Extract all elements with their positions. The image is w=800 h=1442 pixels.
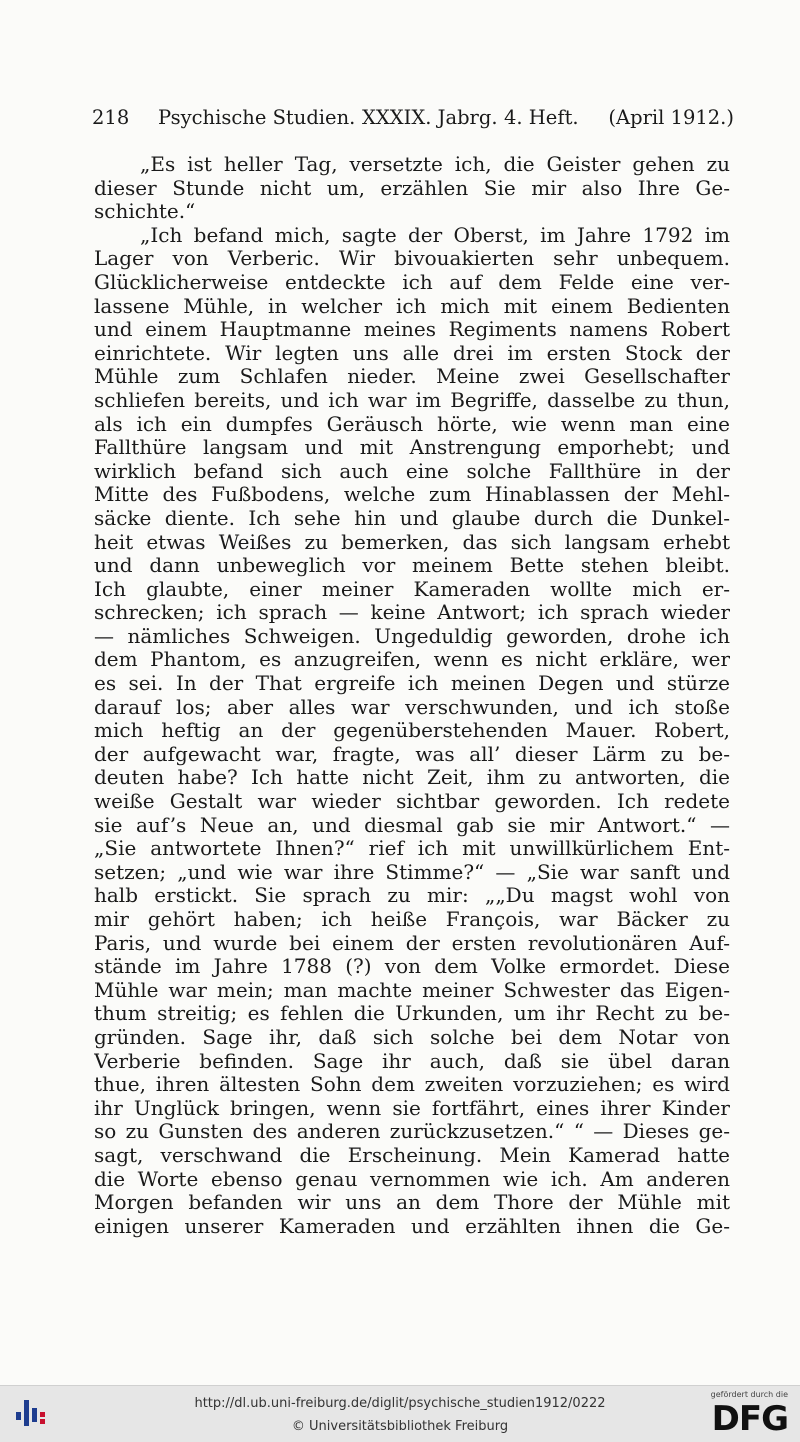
text-line: weiße Gestalt war wieder sichtbar geworden. Ich redete [94, 790, 730, 814]
text-line: Paris, und wurde bei einem der ersten revolutionären Auf- [94, 931, 730, 955]
text-line: Verberie befinden. Sage ihr auch, daß sie übel daran [94, 1049, 730, 1073]
text-line: säcke diente. Ich sehe hin und glaube durch die Dunkel- [94, 506, 730, 530]
page-number: 218 [92, 106, 130, 129]
text-line: die Worte ebenso genau vernommen wie ich. Am anderen [94, 1167, 730, 1191]
dfg-logo[interactable]: DFG [711, 1399, 788, 1439]
text-line: Mitte des Fußbodens, welche zum Hinablassen der Mehl- [94, 483, 730, 507]
text-line: thum streitig; es fehlen die Urkunden, um ihr Recht zu be- [94, 1002, 730, 1026]
text-line: sie auf’s Neue an, und diesmal gab sie mir Antwort.“ — [94, 813, 730, 837]
text-line: es sei. In der That ergreife ich meinen Degen und stürze [94, 672, 730, 696]
text-line: ihr Unglück bringen, wenn sie fortfährt, eines ihrer Kinder [94, 1096, 730, 1120]
text-line: setzen; „und wie war ihre Stimme?“ — „Sie war sanft und [94, 860, 730, 884]
dfg-tagline: gefördert durch die [710, 1390, 788, 1399]
issue-label: 4. Heft. [504, 106, 579, 129]
text-line: Morgen befanden wir uns an dem Thore der Mühle mit [94, 1191, 730, 1215]
text-line: dem Phantom, es anzugreifen, wenn es nicht erkläre, wer [94, 648, 730, 672]
text-line: thue, ihren ältesten Sohn dem zweiten vorzuziehen; es wird [94, 1073, 730, 1097]
text-line: gründen. Sage ihr, daß sich solche bei dem Notar von [94, 1025, 730, 1049]
text-line: „Ich befand mich, sagte der Oberst, im Jahre 1792 im [140, 223, 730, 247]
text-line: und einem Hauptmanne meines Regiments namens Robert [94, 318, 730, 342]
text-line: Mühle war mein; man machte meiner Schwester das Eigen- [94, 978, 730, 1002]
text-line: Lager von Verberic. Wir bivouakierten sehr unbequem. [94, 247, 730, 271]
text-line: Fallthüre langsam und mit Anstrengung emporhebt; und [94, 436, 730, 460]
viewer-footer [0, 1385, 800, 1442]
text-line: Mühle zum Schlafen nieder. Meine zwei Gesellschafter [94, 365, 730, 389]
text-line: so zu Gunsten des anderen zurückzusetzen.“ “ — Dieses ge- [94, 1120, 730, 1144]
text-line: schrecken; ich sprach — keine Antwort; ich sprach wieder [94, 601, 730, 625]
text-line: halb erstickt. Sie sprach zu mir: „„Du magst wohl von [94, 884, 730, 908]
text-line: Ich glaubte, einer meiner Kameraden wollte mich er- [94, 577, 730, 601]
text-line: darauf los; aber alles war verschwunden, und ich stoße [94, 695, 730, 719]
text-line: „Sie antwortete Ihnen?“ rief ich mit unwillkürlichem Ent- [94, 837, 730, 861]
text-line: mich heftig an der gegenüberstehenden Mauer. Robert, [94, 719, 730, 743]
text-line: einrichtete. Wir legten uns alle drei im ersten Stock der [94, 341, 730, 365]
text-line: deuten habe? Ich hatte nicht Zeit, ihm zu antworten, die [94, 766, 730, 790]
text-line: heit etwas Weißes zu bemerken, das sich langsam erhebt [94, 530, 730, 554]
text-line: Glücklicherweise entdeckte ich auf dem Felde eine ver- [94, 270, 730, 294]
text-line: schliefen bereits, und ich war im Begriffe, dasselbe zu thun, [94, 388, 730, 412]
text-line: dieser Stunde nicht um, erzählen Sie mir also Ihre Ge- [94, 176, 730, 200]
issue-date: (April 1912.) [608, 106, 734, 129]
text-line: stände im Jahre 1788 (?) von dem Volke ermordet. Diese [94, 955, 730, 979]
text-line: sagt, verschwand die Erscheinung. Mein Kamerad hatte [94, 1143, 730, 1167]
copyright-notice: © Universitätsbibliothek Freiburg [291, 1419, 509, 1434]
text-line: schichte.“ [94, 200, 196, 224]
text-line: lassene Mühle, in welcher ich mich mit einem Bedienten [94, 294, 730, 318]
text-line: der aufgewacht war, fragte, was all’ dieser Lärm zu be- [94, 742, 730, 766]
body-text [94, 153, 730, 1238]
running-header [92, 106, 734, 136]
text-line: mir gehört haben; ich heiße François, war Bäcker zu [94, 908, 730, 931]
permalink-url[interactable]: http://dl.ub.uni-freiburg.de/diglit/psychische_studien1912/0222 [194, 1396, 606, 1411]
volume-label: XXXIX. Jabrg. [362, 106, 498, 129]
text-line: „Es ist heller Tag, versetzte ich, die Geister gehen zu [140, 153, 730, 176]
text-line: — nämliches Schweigen. Ungeduldig geworden, drohe ich [94, 624, 730, 648]
journal-title: Psychische Studien. [158, 106, 356, 129]
text-line: als ich ein dumpfes Geräusch hörte, wie wenn man eine [94, 412, 730, 436]
text-line: wirklich befand sich auch eine solche Fallthüre in der [94, 459, 730, 483]
text-line: einigen unserer Kameraden und erzählten ihnen die Ge- [94, 1214, 730, 1238]
text-line: und dann unbeweglich vor meinem Bette stehen bleibt. [94, 554, 730, 578]
